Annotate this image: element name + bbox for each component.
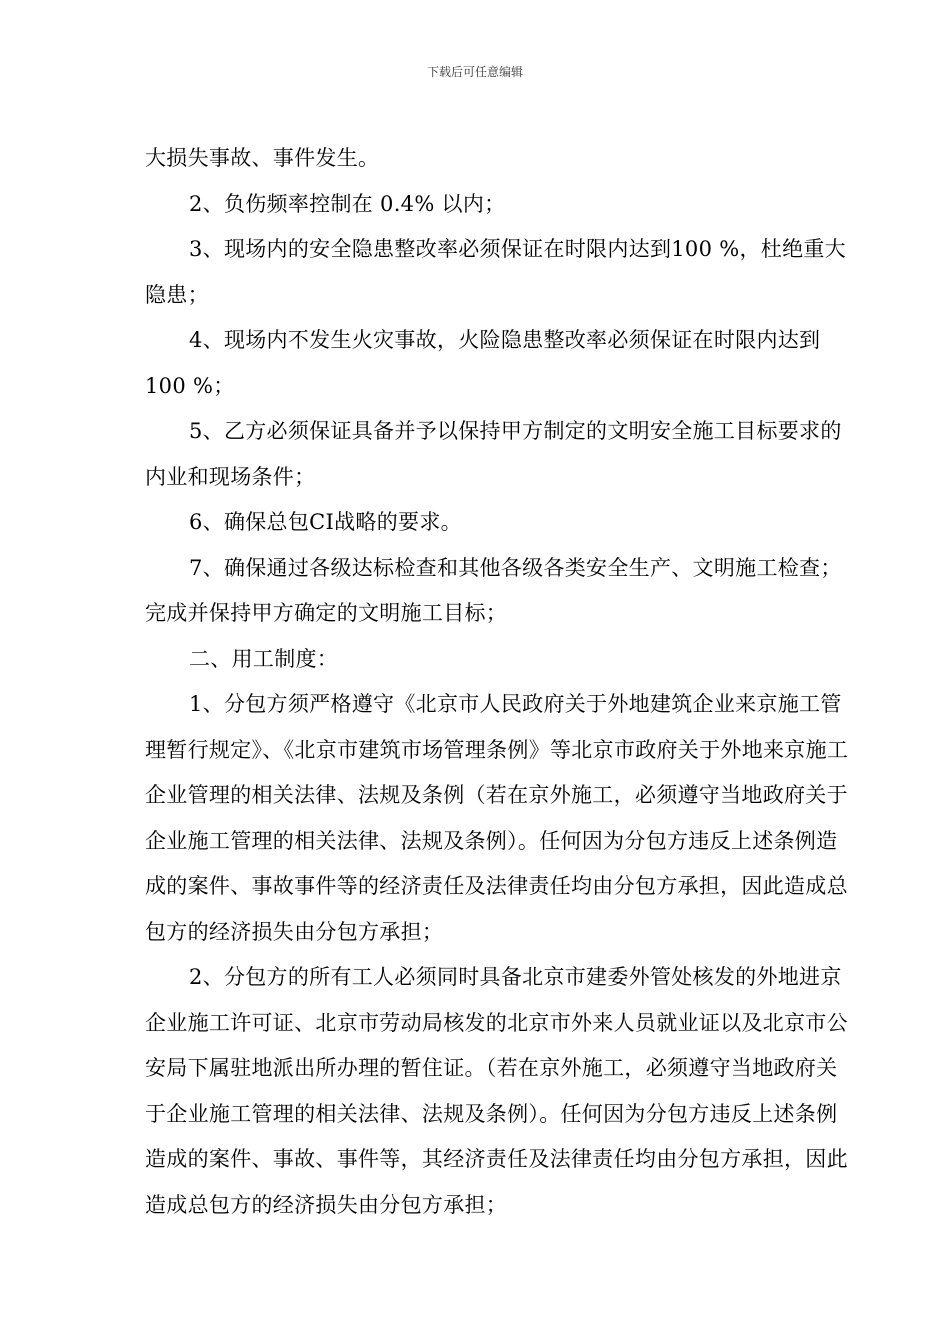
paragraph: 大损失事故、事件发生。 — [145, 146, 380, 170]
paragraph: 7、确保通过各级达标检查和其他各级各类安全生产、文明施工检查；完成并保持甲方确定的文明施工目标； — [145, 555, 842, 625]
paragraph: 4、现场内不发生火灾事故，火险隐患整改率必须保证在时限内达到100 %； — [145, 328, 821, 398]
paragraph: 2、负伤频率控制在 0.4% 以内； — [189, 191, 506, 216]
paragraph: 5、乙方必须保证具备并予以保持甲方制定的文明安全施工目标要求的内业和现场条件； — [145, 419, 842, 489]
section-heading: 二、用工制度： — [189, 646, 339, 671]
paragraph: 2、分包方的所有工人必须同时具备北京市建委外管处核发的外地进京企业施工许可证、北京市劳动局核发的北京市外来人员就业证以及北京市公安局下属驻地派出所办理的暂住证。（若在京外施工，必须遵守当地政府关于企业施工管理的相关法律、法规及条例）。任何因为分包方违反上述条例造成的案件、事故、事件等，其经济责任及法律责任均由分包方承担，因此造成总包方的经济损失由分包方承担； — [145, 965, 848, 1217]
document-body — [145, 136, 853, 1228]
page-header: 下载后可任意编辑 — [426, 65, 523, 79]
paragraph: 1、分包方须严格遵守《北京市人民政府关于外地建筑企业来京施工管理暂行规定》、《北京市建筑市场管理条例》等北京市政府关于外地来京施工企业管理的相关法律、法规及条例（若在京外施工，必须遵守当地政府关于企业施工管理的相关法律、法规及条例）。任何因为分包方违反上述条例造成的案件、事故事件等的经济责任及法律责任均由分包方承担，因此造成总包方的经济损失由分包方承担； — [145, 692, 849, 944]
paragraph: 3、现场内的安全隐患整改率必须保证在时限内达到100 %，杜绝重大隐患； — [145, 237, 846, 307]
paragraph: 6、确保总包CI战略的要求。 — [189, 510, 462, 534]
